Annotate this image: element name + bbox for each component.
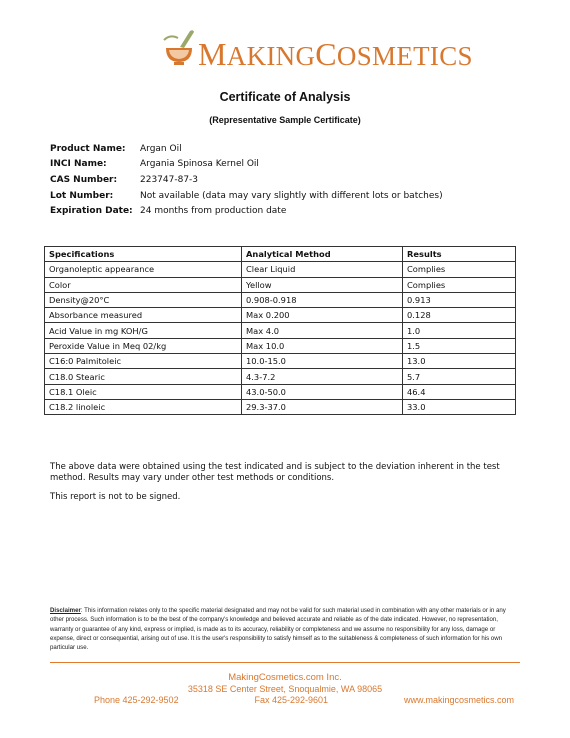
footer-address: 35318 SE Center Street, Snoqualmie, WA 98065 <box>187 684 383 694</box>
cell-result: 5.7 <box>403 369 516 384</box>
table-row <box>45 384 516 399</box>
info-label: Product Name: <box>50 143 126 154</box>
info-label: CAS Number: <box>50 174 118 185</box>
cell-specification: Density@20°C <box>45 292 242 307</box>
cell-specification: C18.1 Oleic <box>45 384 242 399</box>
info-label: Expiration Date: <box>50 206 133 217</box>
table-row <box>45 262 516 277</box>
cell-result: 0.913 <box>403 292 516 307</box>
footer-website[interactable]: www.makingcosmetics.com <box>403 695 514 705</box>
footer-divider <box>50 662 520 663</box>
mortar-pestle-icon <box>160 28 198 68</box>
cell-specification: C18.2 linoleic <box>45 399 242 414</box>
table-row <box>45 277 516 292</box>
info-row-expiration-date <box>50 203 443 219</box>
disclaimer <box>50 606 520 652</box>
info-label: Lot Number: <box>50 190 114 201</box>
table-row <box>45 399 516 414</box>
info-value: 24 months from production date <box>140 206 287 217</box>
cell-result: 1.5 <box>403 338 516 353</box>
info-row-lot-number <box>50 188 443 204</box>
cell-result: 0.128 <box>403 308 516 323</box>
cell-result: Complies <box>403 262 516 277</box>
cell-method: 29.3-37.0 <box>242 399 403 414</box>
table-row <box>45 292 516 307</box>
cell-method: 10.0-15.0 <box>242 354 403 369</box>
cell-result: Complies <box>403 277 516 292</box>
logo-wordmark: MAKINGCOSMETICS <box>198 36 473 72</box>
cell-method: 0.908-0.918 <box>242 292 403 307</box>
cell-specification: Acid Value in mg KOH/G <box>45 323 242 338</box>
column-header-results: Results <box>403 247 516 262</box>
column-header-specifications: Specifications <box>45 247 242 262</box>
cell-result: 1.0 <box>403 323 516 338</box>
cell-method: Max 4.0 <box>242 323 403 338</box>
column-header-analytical-method: Analytical Method <box>242 247 403 262</box>
info-row-product-name <box>50 141 443 157</box>
cell-specification: Organoleptic appearance <box>45 262 242 277</box>
cell-method: Max 0.200 <box>242 308 403 323</box>
cell-specification: Absorbance measured <box>45 308 242 323</box>
cell-result: 13.0 <box>403 354 516 369</box>
unsigned-note: This report is not to be signed. <box>50 492 181 502</box>
specifications-table <box>44 246 516 415</box>
deviation-note: The above data were obtained using the test indicated and is subject to the deviation inherent in the test method. Results may vary under other test methods or conditions. <box>50 462 500 483</box>
table-row <box>45 369 516 384</box>
info-row-inci-name <box>50 157 443 173</box>
cell-specification: C18.0 Stearic <box>45 369 242 384</box>
footer-phone: Phone 425-292-9502 <box>94 695 179 705</box>
cell-method: 4.3-7.2 <box>242 369 403 384</box>
cell-specification: C16:0 Palmitoleic <box>45 354 242 369</box>
footer-contact <box>94 695 514 705</box>
product-info <box>50 141 443 219</box>
info-value: Argan Oil <box>140 143 182 154</box>
info-label: INCI Name: <box>50 159 107 170</box>
info-value: Not available (data may vary slightly with different lots or batches) <box>140 190 443 201</box>
info-value: 223747-87-3 <box>140 174 199 185</box>
info-value: Argania Spinosa Kernel Oil <box>140 159 259 170</box>
table-row <box>45 308 516 323</box>
cell-method: Max 10.0 <box>242 338 403 353</box>
disclaimer-text: : This information relates only to the specific material designated and may not be valid for such material used in combination with any other materials or in any other process. Such information is to be the best of the company's knowledge and believed accurate and reliable as of the date indicated. However, no representation, warranty or guarantee of any kind, express or implied, is made as to its accuracy, reliability or completeness and we assume no responsibility for any loss, damage or expense, direct or consequential, arising out of use. It is the user's responsibility to satisfy himself as to the suitableness & completeness of such information for his own particular use. <box>50 607 506 652</box>
info-row-cas-number <box>50 172 443 188</box>
disclaimer-label: Disclaimer <box>50 607 81 614</box>
footer-company: MakingCosmetics.com Inc. <box>228 672 342 683</box>
table-row <box>45 323 516 338</box>
table-row <box>45 354 516 369</box>
company-logo <box>160 28 473 72</box>
table-row <box>45 338 516 353</box>
cell-result: 46.4 <box>403 384 516 399</box>
table-header-row <box>45 247 516 262</box>
page-title: Certificate of Analysis <box>219 90 351 104</box>
cell-method: Yellow <box>242 277 403 292</box>
cell-method: Clear Liquid <box>242 262 403 277</box>
cell-specification: Peroxide Value in Meq 02/kg <box>45 338 242 353</box>
cell-specification: Color <box>45 277 242 292</box>
footer-fax: Fax 425-292-9601 <box>254 695 329 705</box>
cell-result: 33.0 <box>403 399 516 414</box>
cell-method: 43.0-50.0 <box>242 384 403 399</box>
page-subtitle: (Representative Sample Certificate) <box>209 115 361 125</box>
